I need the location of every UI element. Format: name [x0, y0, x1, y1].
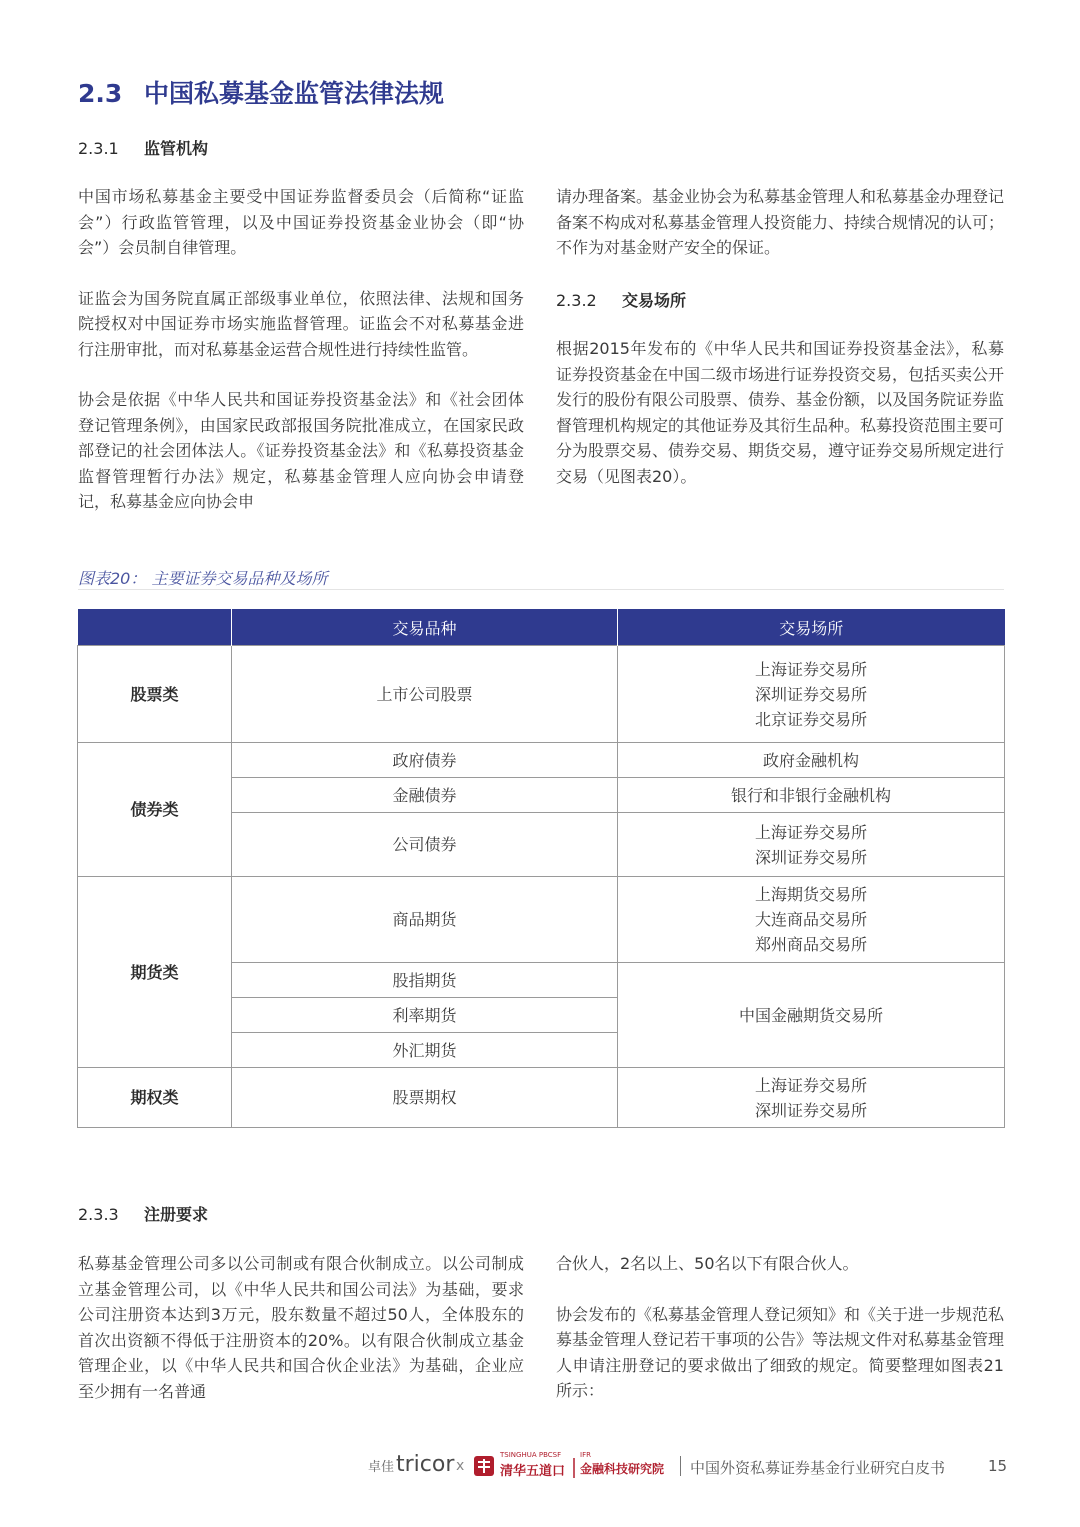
- ifr-cn: 金融科技研究院: [580, 1462, 665, 1476]
- venue-line: 上海证券交易所: [754, 1075, 867, 1095]
- item-cell: 外汇期货: [232, 1033, 618, 1068]
- tricor-seal-icon: 卓佳: [368, 1459, 395, 1475]
- subsection-number: 2.3.3: [78, 1205, 119, 1224]
- right-column-1: [556, 184, 1004, 286]
- venue-line: 上海证券交易所: [754, 822, 867, 842]
- venue-line: 郑州商品交易所: [754, 935, 867, 954]
- venue-cell: 银行和非银行金融机构: [618, 778, 1005, 813]
- table-row: [78, 877, 1005, 963]
- paragraph: 根据2015年发布的《中华人民共和国证券投资基金法》，私募证券投资基金在中国二级市场进行证券投资交易，包括买卖公开发行的股份有限公司股票、债券、基金份额，以及国务院证券监督管理机构规定的其他证券及其衍生品种。私募投资范围主要可分为股票交易、债券交易、期货交易，遵守证券交易所规定进行交易（见图表20）。: [556, 339, 1005, 486]
- item-cell: 上市公司股票: [232, 646, 618, 743]
- venue-line: 上海期货交易所: [754, 885, 867, 904]
- subsection-number: 2.3.2: [556, 291, 597, 310]
- header-cell-item: 交易品种: [232, 609, 618, 646]
- paragraph: 合伙人，2名以上、50名以下有限合伙人。: [556, 1254, 859, 1273]
- figure-caption: 图表20： 主要证券交易品种及场所: [78, 569, 328, 588]
- venue-cell: [618, 813, 1005, 877]
- item-cell: 政府债券: [232, 743, 618, 778]
- paragraph: 协会发布的《私募基金管理人登记须知》和《关于进一步规范私募基金管理人登记若干事项的公告》等法规文件对私募基金管理人申请注册登记的要求做出了细致的规定。简要整理如图表21所示：: [556, 1304, 1005, 1400]
- section-heading: [78, 74, 444, 110]
- item-cell: 利率期货: [232, 998, 618, 1033]
- subsection-number: 2.3.1: [78, 139, 119, 158]
- subsection-title: 监管机构: [144, 139, 209, 158]
- paragraph: 中国市场私募基金主要受中国证券监督委员会（后简称“证监会”）行政监管管理，以及中国证券投资基金业协会（即“协会”）会员制自律管理。: [78, 187, 524, 257]
- footer-divider: [680, 1456, 681, 1476]
- venue-cell: [618, 1068, 1005, 1128]
- section-title: 中国私募基金监管法律法规: [144, 79, 445, 108]
- logo-separator: x: [456, 1458, 465, 1474]
- category-cell: 股票类: [78, 646, 232, 743]
- right-column-3: [556, 1251, 1004, 1429]
- tsinghua-en: TSINGHUA PBCSF: [500, 1451, 562, 1459]
- right-column-2: [556, 336, 1004, 514]
- subsection-title: 交易场所: [622, 291, 687, 310]
- table-header-row: [78, 609, 1005, 646]
- venue-line: 深圳证券交易所: [754, 1100, 867, 1120]
- venue-cell: 政府金融机构: [618, 743, 1005, 778]
- left-column-1: [78, 184, 524, 540]
- tsinghua-logo: [472, 1450, 672, 1486]
- caption-divider: [78, 589, 1004, 590]
- venue-cell: 中国金融期货交易所: [618, 963, 1005, 1068]
- header-cell-venue: 交易场所: [618, 609, 1005, 646]
- venue-line: 深圳证券交易所: [754, 847, 867, 867]
- venue-cell: [618, 646, 1005, 743]
- ifr-en: IFR: [580, 1451, 591, 1459]
- trading-venues-table: [77, 609, 1005, 1128]
- table-row: [78, 646, 1005, 743]
- subsection-heading-3: [78, 1202, 208, 1225]
- item-cell: 股票期权: [232, 1068, 618, 1128]
- subsection-title: 注册要求: [144, 1205, 209, 1224]
- report-title: 中国外资私募证券基金行业研究白皮书: [690, 1459, 946, 1477]
- tsinghua-cn: 清华五道口: [500, 1464, 566, 1479]
- item-cell: 股指期货: [232, 963, 618, 998]
- subsection-heading-1: [78, 136, 208, 159]
- venue-line: 大连商品交易所: [754, 910, 867, 929]
- paragraph: 请办理备案。基金业协会为私募基金管理人和私募基金办理登记备案不构成对私募基金管理人投资能力、持续合规情况的认可；不作为对基金财产安全的保证。: [556, 187, 1005, 257]
- tricor-wordmark: tricor: [396, 1452, 455, 1477]
- header-cell-category: [78, 609, 232, 646]
- paragraph: 协会是依据《中华人民共和国证券投资基金法》和《社会团体登记管理条例》，由国家民政部报国务院批准成立，在国家民政部登记的社会团体法人。《证券投资基金法》和《私募投资基金监督管理暂行办法》规定，私募基金管理人应向协会申请登记，私募基金应向协会申: [78, 390, 524, 511]
- table-row: [78, 1068, 1005, 1128]
- category-cell: 期权类: [78, 1068, 232, 1128]
- paragraph: 私募基金管理公司多以公司制或有限合伙制成立。以公司制成立基金管理公司，以《中华人民共和国公司法》为基础，要求公司注册资本达到3万元，股东数量不超过50人，全体股东的首次出资额不得低于注册资本的20%。以有限合伙制成立基金管理企业，以《中华人民共和国合伙企业法》为基础，企业应至少拥有一名普通: [78, 1254, 524, 1401]
- venue-line: 深圳证券交易所: [754, 684, 867, 704]
- section-number: 2.3: [78, 79, 123, 108]
- venue-cell: [618, 877, 1005, 963]
- item-cell: 金融债券: [232, 778, 618, 813]
- venue-line: 北京证券交易所: [754, 709, 867, 729]
- table-row: [78, 743, 1005, 778]
- tricor-logo: [368, 1452, 454, 1477]
- subsection-heading-2: [556, 288, 686, 311]
- item-cell: 公司债券: [232, 813, 618, 877]
- page-number: 15: [988, 1457, 1008, 1475]
- venue-line: 上海证券交易所: [754, 659, 867, 679]
- left-column-3: [78, 1251, 524, 1429]
- paragraph: 证监会为国务院直属正部级事业单位，依照法律、法规和国务院授权对中国证券市场实施监督管理。证监会不对私募基金进行注册审批，而对私募基金运营合规性进行持续性监管。: [78, 288, 524, 359]
- item-cell: 商品期货: [232, 877, 618, 963]
- category-cell: 债券类: [78, 743, 232, 877]
- category-cell: 期货类: [78, 877, 232, 1068]
